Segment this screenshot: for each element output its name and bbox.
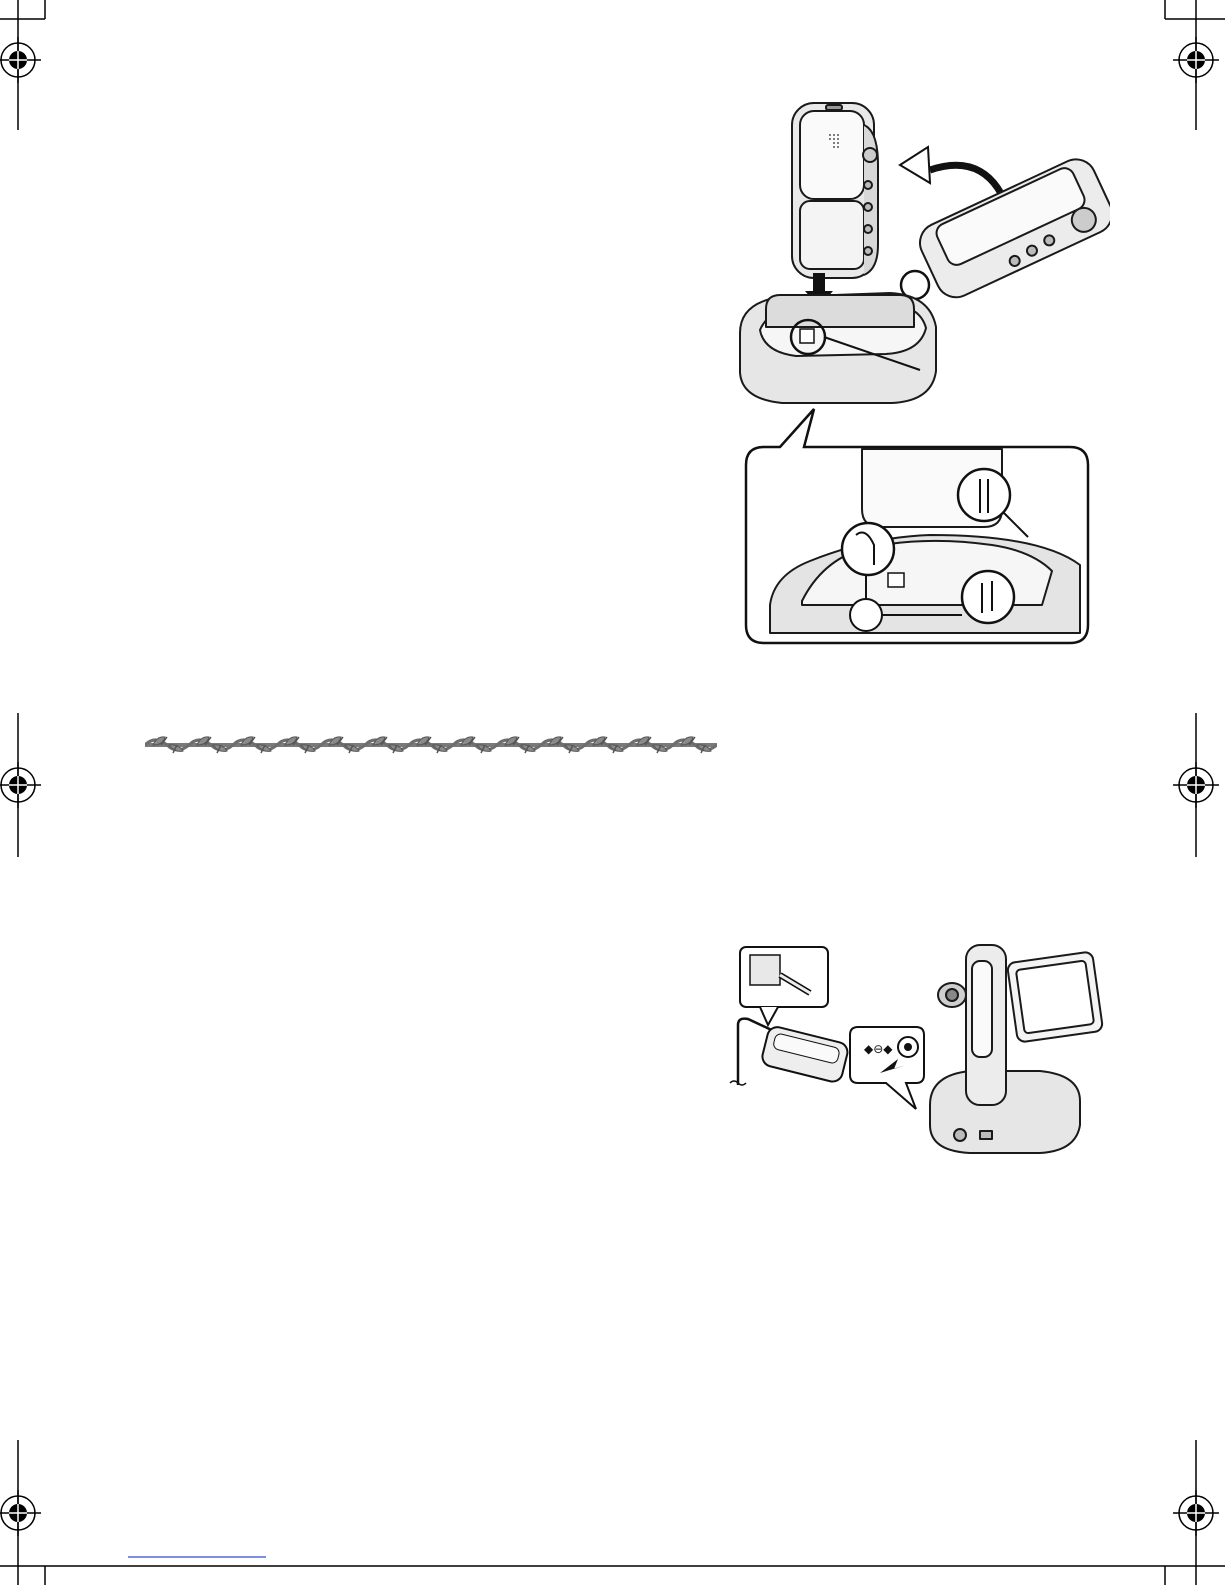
svg-text:◆⊖◆: ◆⊖◆ — [864, 1042, 893, 1056]
crosshair-registration-mark-icon — [0, 37, 41, 83]
crosshair-registration-mark-icon — [0, 1490, 41, 1536]
crosshair-registration-mark-icon — [1173, 37, 1219, 83]
crosshair-registration-mark-icon — [1173, 762, 1219, 808]
crosshair-registration-mark-icon — [1173, 1490, 1219, 1536]
leaf-vine-divider-icon — [145, 733, 717, 757]
crosshair-registration-mark-icon — [0, 762, 41, 808]
camera-and-cradle-illustration-icon — [730, 95, 1110, 425]
ac-adaptor-connection-illustration-icon — [720, 935, 1110, 1160]
cradle-closeup-callout-icon — [742, 405, 1090, 650]
